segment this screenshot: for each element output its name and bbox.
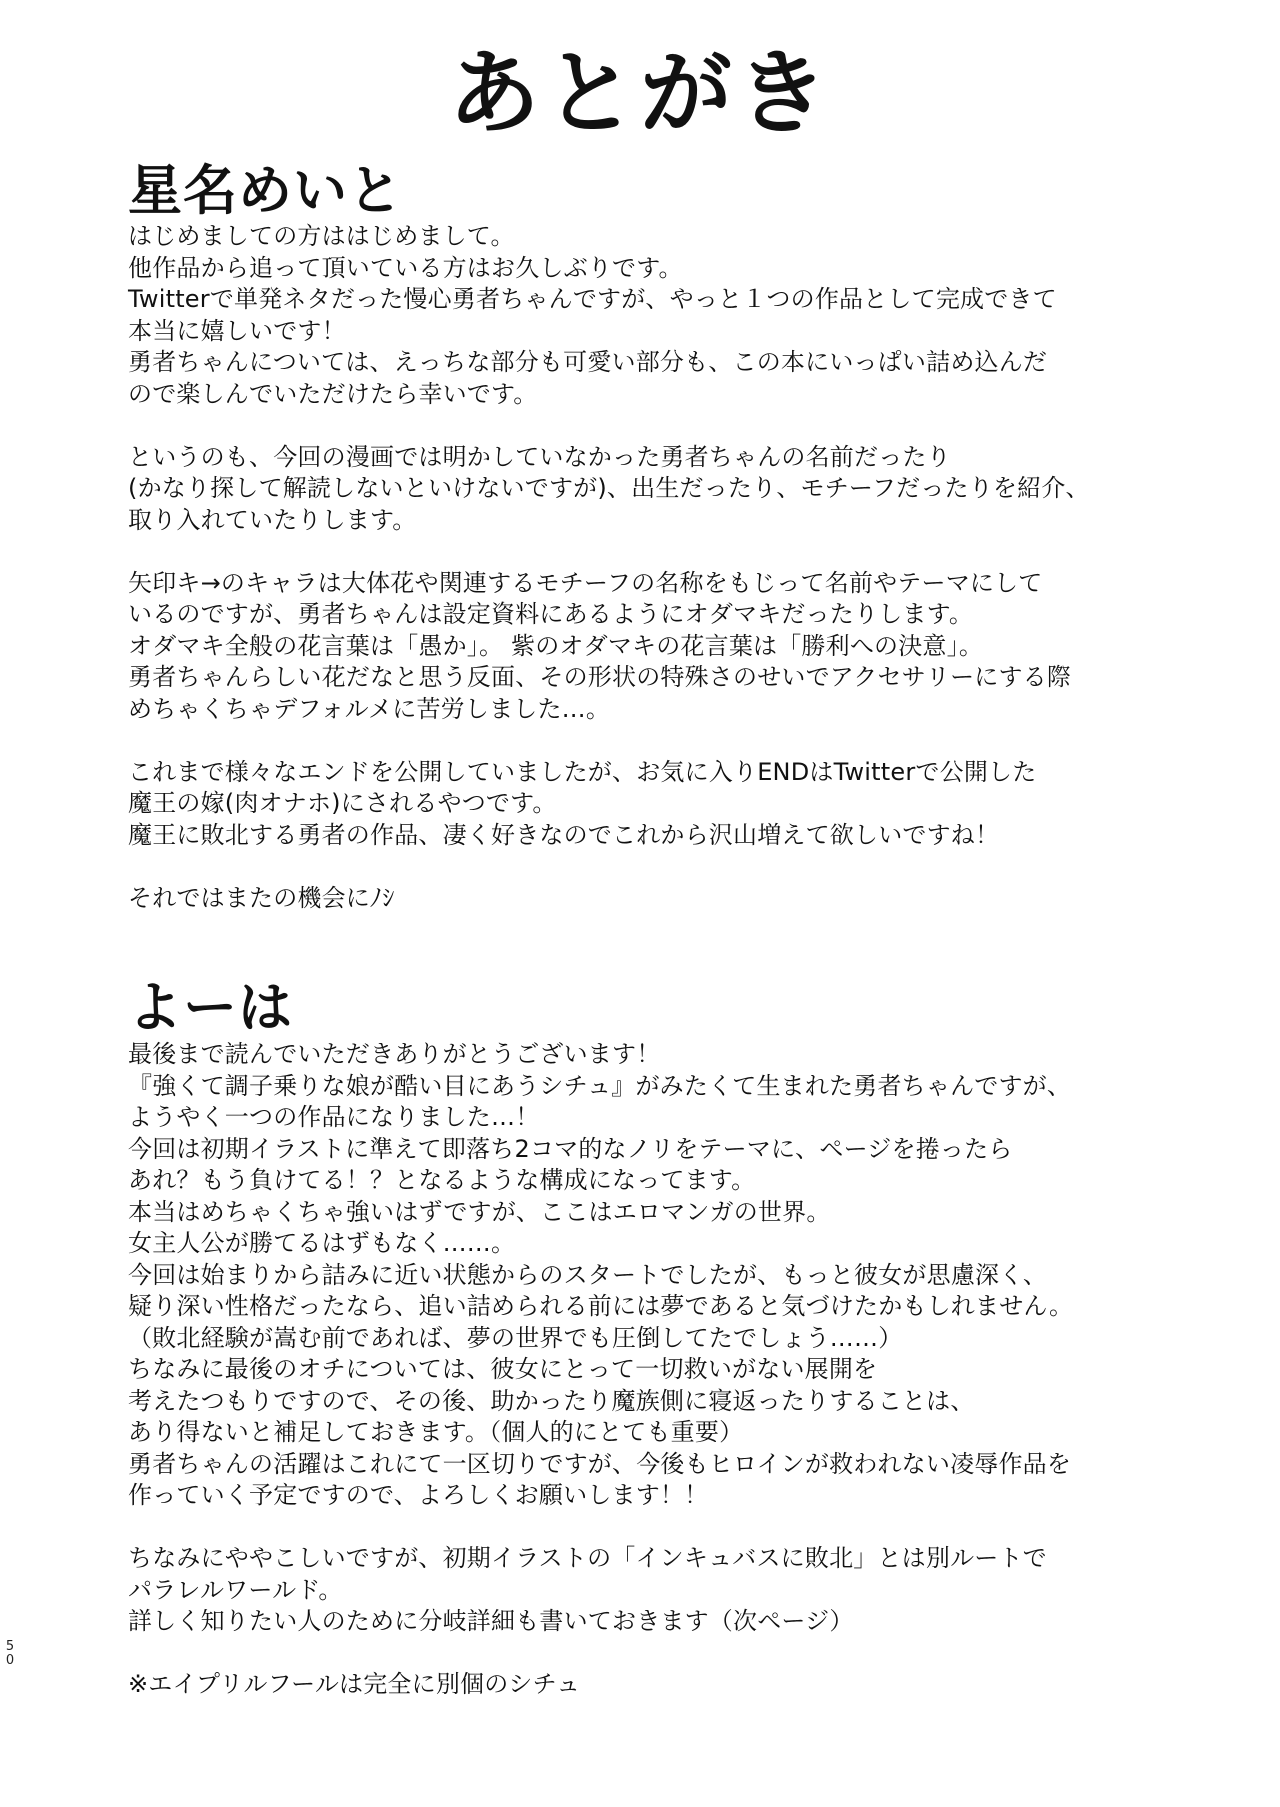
text-line: オダマキ全般の花言葉は「愚か」。 紫のオダマキの花言葉は「勝利への決意」。 — [128, 631, 984, 660]
text-line: あれ？もう負けてる！？となるような構成になってます。 — [128, 1166, 756, 1194]
paragraph-gap — [128, 725, 1178, 757]
text-line: 『強くて調子乗りな娘が酷い目にあうシチュ』がみたくて生まれた勇者ちゃんですが、 — [128, 1071, 1072, 1100]
text-line: それではまたの機会にﾉｼ — [128, 883, 395, 912]
text-line: 疑り深い性格だったなら、追い詰められる前には夢であると気づけたかもしれません。 — [128, 1292, 1074, 1320]
text-line: 本当に嬉しいです！ — [128, 316, 346, 345]
text-line: ようやく一つの作品になりました…！ — [128, 1103, 540, 1131]
text-line: (かなり探して解読しないといけないですが)、出生だったり、モチーフだったりを紹介、 — [128, 474, 1090, 502]
text-line: 魔王の嫁(肉オナホ)にされるやつです。 — [128, 789, 557, 817]
text-line: 魔王に敗北する勇者の作品、凄く好きなのでこれから沢山増えて欲しいですね！ — [128, 820, 1000, 849]
paragraph-gap — [128, 1638, 1178, 1670]
afterword-body-yooha — [128, 1039, 1178, 1701]
text-line: はじめましての方ははじめまして。 — [128, 222, 515, 250]
text-line: 勇者ちゃんの活躍はこれにて一区切りですが、今後もヒロインが救われない凌辱作品を — [128, 1449, 1072, 1478]
paragraph-gap — [128, 1512, 1178, 1544]
text-line: （敗北経験が嵩む前であれば、夢の世界でも圧倒してたでしょう……） — [128, 1323, 903, 1352]
text-line: 勇者ちゃんらしい花だなと思う反面、その形状の特殊さのせいでアクセサリーにする際 — [128, 663, 1072, 691]
paragraph-gap — [128, 536, 1178, 568]
text-line: 作っていく予定ですので、よろしくお願いします！！ — [128, 1481, 709, 1509]
text-line: ので楽しんでいただけたら幸いです。 — [128, 379, 538, 408]
text-line: 今回は始まりから詰みに近い状態からのスタートでしたが、もっと彼女が思慮深く、 — [128, 1260, 1048, 1289]
author-heading-yooha: よーは — [128, 976, 293, 1039]
paragraph-gap — [128, 851, 1178, 883]
text-line: 取り入れていたりします。 — [128, 505, 417, 534]
text-line: 勇者ちゃんについては、えっちな部分も可愛い部分も、この本にいっぱい詰め込んだ — [128, 348, 1048, 376]
text-line: あり得ないと補足しておきます。（個人的にとても重要） — [128, 1418, 744, 1446]
text-line: 詳しく知りたい人のために分岐詳細も書いておきます（次ページ） — [128, 1607, 854, 1635]
text-line: ちなみに最後のオチについては、彼女にとって一切救いがない展開を — [128, 1355, 878, 1383]
text-line: 矢印キ→のキャラは大体花や関連するモチーフの名称をもじって名前やテーマにして — [128, 568, 1043, 597]
page-number: 50 — [5, 1639, 15, 1668]
text-line: ※エイプリルフールは完全に別個のシチュ — [128, 1670, 581, 1698]
text-line: 今回は初期イラストに準えて即落ち2コマ的なノリをテーマに、ページを捲ったら — [128, 1134, 1013, 1163]
text-line: Twitterで単発ネタだった慢心勇者ちゃんですが、やっと１つの作品として完成できて — [128, 285, 1057, 313]
author-heading-hoshina-meito: 星名めいと — [128, 159, 403, 222]
text-line: めちゃくちゃデフォルメに苦労しました…。 — [128, 694, 611, 723]
text-line: パラレルワールド。 — [128, 1575, 343, 1604]
text-line: というのも、今回の漫画では明かしていなかった勇者ちゃんの名前だったり — [128, 442, 951, 471]
text-line: 本当はめちゃくちゃ強いはずですが、ここはエロマンガの世界。 — [128, 1197, 831, 1226]
text-line: 考えたつもりですので、その後、助かったり魔族側に寝返ったりすることは、 — [128, 1386, 975, 1415]
text-line: 最後まで読んでいただきありがとうございます！ — [128, 1040, 661, 1068]
text-line: いるのですが、勇者ちゃんは設定資料にあるようにオダマキだったりします。 — [128, 600, 974, 628]
text-line: 他作品から追って頂いている方はお久しぶりです。 — [128, 253, 683, 282]
text-line: ちなみにややこしいですが、初期イラストの「インキュバスに敗北」とは別ルートで — [128, 1544, 1047, 1572]
page-title: あとがき — [447, 40, 832, 147]
text-line: 女主人公が勝てるはずもなく……。 — [128, 1229, 516, 1257]
text-line: これまで様々なエンドを公開していましたが、お気に入りENDはTwitterで公開した — [128, 757, 1037, 786]
paragraph-gap — [128, 410, 1178, 442]
afterword-body-hoshina-meito — [128, 221, 1178, 914]
